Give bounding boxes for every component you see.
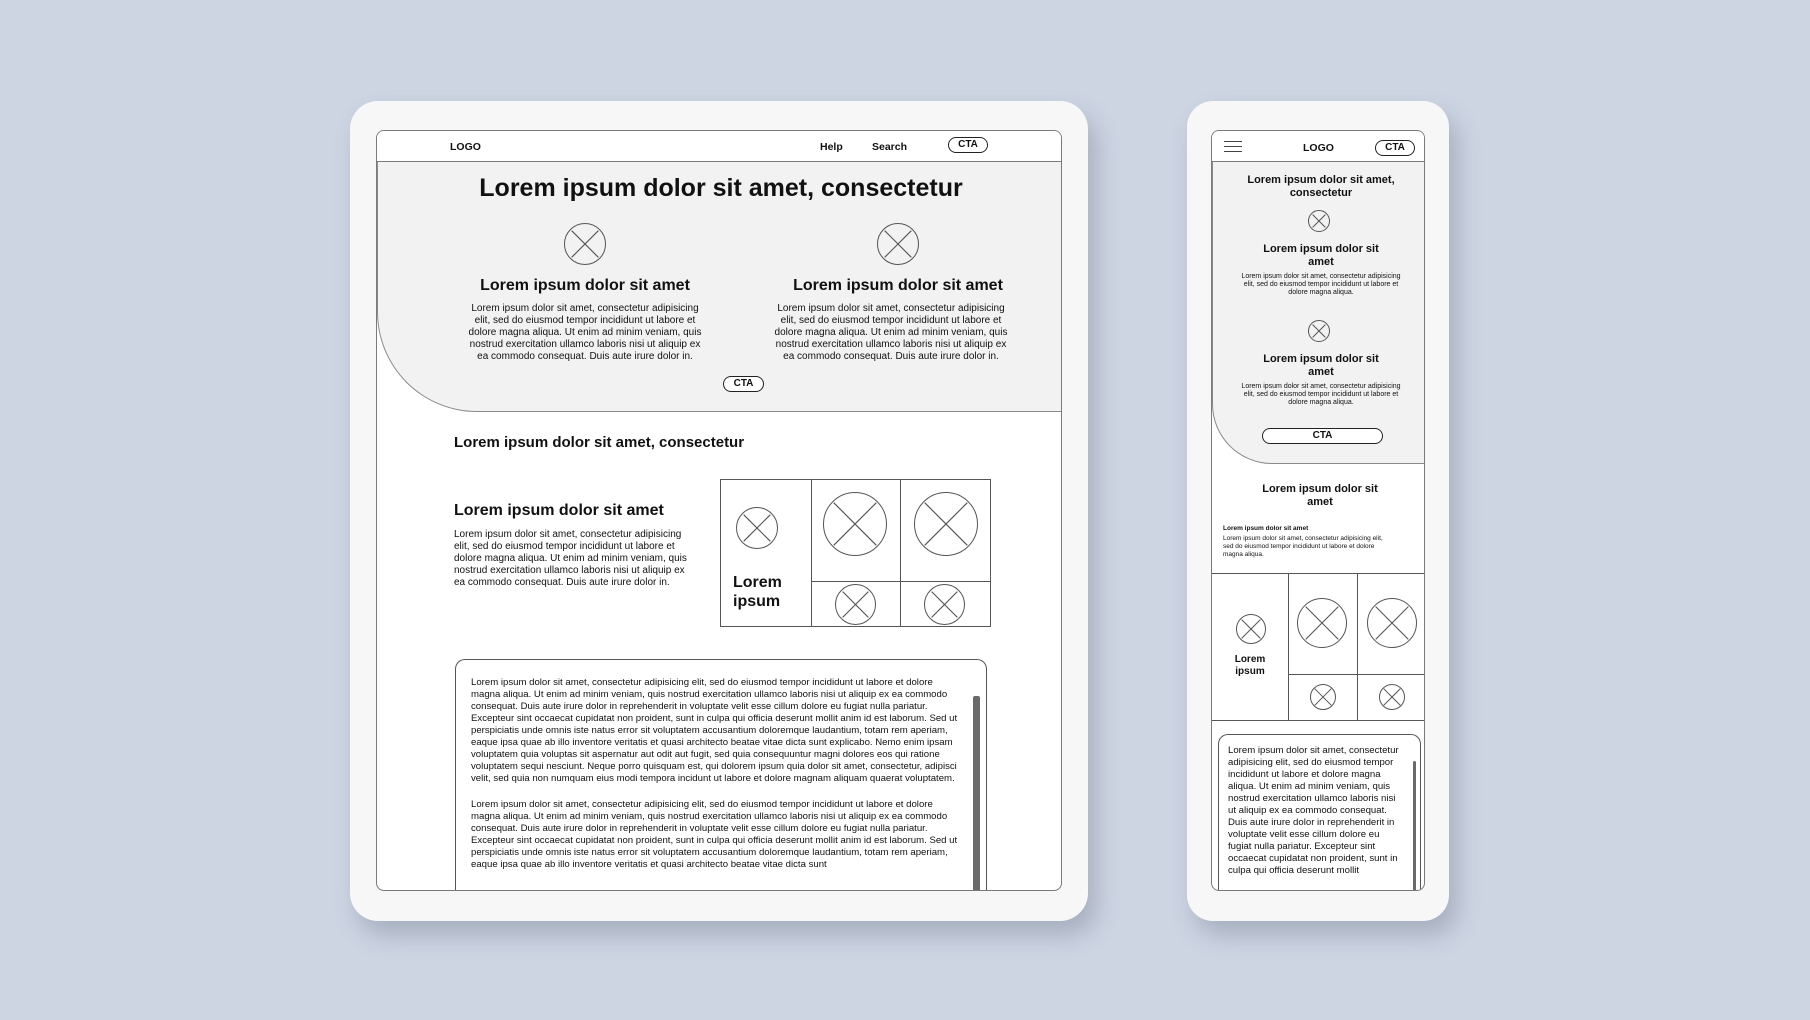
phone-hero-item1-body: Lorem ipsum dolor sit amet, consectetur adipisicing elit, sed do eiusmod tempor incididunt ut labore et dolore magna aliqua. [1241, 273, 1401, 296]
image-placeholder-icon [924, 584, 965, 625]
hero-col1-title: Lorem ipsum dolor sit amet [480, 277, 690, 294]
section-body: Lorem ipsum dolor sit amet, consectetur adipisicing elit, sed do eiusmod tempor incididunt ut labore et dolore magna aliqua. Ut enim ad minim veniam, quis nostrud exercitation ullamco laboris nisi ut aliquip ex ea commodo consequat. Duis aute irure dolor in. [454, 529, 687, 588]
image-placeholder-icon [823, 492, 887, 556]
scroll-card-paragraph: Lorem ipsum dolor sit amet, consectetur adipisicing elit, sed do eiusmod tempor incididunt ut labore et dolore magna aliqua. Ut enim ad minim veniam, quis nostrud exercitation ullamco laboris nisi ut aliquip ex ea commodo consequat. Duis aute irure dolor in reprehenderit in voluptate velit esse cillum dolore eu fugiat nulla pariatur. Excepteur sint occaecat cupidatat non proident, sunt in culpa qui officia deserunt mollit anim id est laborum. Sed ut perspiciatis unde omnis iste natus error sit voluptatem accusantium doloremque laudantium, totam rem aperiam, eaque ipsa quae ab illo inventore veritatis et quasi architecto beatae vitae dicta sunt [471, 799, 958, 870]
phone-device [1187, 101, 1449, 921]
phone-hero-item1-title: Lorem ipsum dolor sit amet [1263, 243, 1379, 268]
phone-grid-label: Lorem ipsum [1234, 654, 1266, 677]
image-placeholder-icon [835, 584, 876, 625]
scrollbar[interactable] [973, 696, 980, 891]
image-placeholder-icon [1310, 684, 1336, 710]
scroll-card-paragraph: Lorem ipsum dolor sit amet, consectetur adipisicing elit, sed do eiusmod tempor incididunt ut labore et dolore magna aliqua. Ut enim ad minim veniam, quis nostrud exercitation ullamco laboris nisi ut aliquip ex ea commodo consequat. Duis aute irure dolor in reprehenderit in voluptate velit esse cillum dolore eu fugiat nulla pariatur. Excepteur sint occaecat cupidatat non proident, sunt in culpa qui officia deserunt mollit anim id est laborum. Sed ut perspiciatis unde omnis iste natus error sit voluptatem accusantium doloremque laudantium, totam rem aperiam, eaque ipsa quae ab illo inventore veritatis et quasi architecto beatae vitae dicta sunt explicabo. Nemo enim ipsam voluptatem quia voluptas sit aspernatur aut odit aut fugit, sed quia consequuntur magni dolores eos qui ratione voluptatem sequi nesciunt. Neque porro quisquam est, qui dolorem ipsum quia dolor sit amet, consectetur, adipisci velit, sed quia non numquam eius modi tempora incidunt ut labore et dolore magnam aliquam quaerat voluptatem. [471, 677, 958, 784]
tablet-hero [377, 162, 1062, 412]
phone-hero [1212, 162, 1425, 464]
image-placeholder-icon [914, 492, 978, 556]
image-placeholder-icon [736, 507, 778, 549]
phone-scrollbar[interactable] [1413, 761, 1416, 891]
phone-screen [1211, 130, 1425, 891]
section-heading: Lorem ipsum dolor sit amet, consectetur [454, 434, 745, 451]
grid-label: Lorem ipsum [733, 574, 782, 610]
tablet-navbar [377, 131, 1062, 162]
nav-help-link[interactable]: Help [820, 141, 843, 153]
phone-hero-item2-body: Lorem ipsum dolor sit amet, consectetur adipisicing elit, sed do eiusmod tempor incididunt ut labore et dolore magna aliqua. [1241, 383, 1401, 406]
tablet-logo[interactable]: LOGO [450, 141, 481, 153]
image-placeholder-icon [1379, 684, 1405, 710]
phone-nav-cta-button[interactable]: CTA [1375, 140, 1415, 156]
image-placeholder-icon [1367, 598, 1417, 648]
tablet-hero-title: Lorem ipsum dolor sit amet, consectetur [479, 174, 963, 202]
hamburger-menu-icon[interactable] [1224, 141, 1242, 153]
tablet-nav-cta-button[interactable]: CTA [948, 137, 988, 153]
image-placeholder-icon [564, 223, 606, 265]
section-subheading: Lorem ipsum dolor sit amet [454, 502, 664, 519]
phone-navbar [1212, 131, 1425, 162]
image-placeholder-icon [1308, 320, 1330, 342]
image-grid [720, 479, 991, 627]
scrollable-text-card[interactable] [455, 659, 987, 891]
tablet-hero-cta-button[interactable]: CTA [723, 376, 764, 392]
tablet-device [350, 101, 1088, 921]
phone-hero-item2-title: Lorem ipsum dolor sit amet [1263, 353, 1379, 378]
image-placeholder-icon [1297, 598, 1347, 648]
phone-scrollable-text-card[interactable] [1218, 734, 1421, 891]
tablet-screen [376, 130, 1062, 891]
image-placeholder-icon [877, 223, 919, 265]
hero-col1-body: Lorem ipsum dolor sit amet, consectetur adipisicing elit, sed do eiusmod tempor incididunt ut labore et dolore magna aliqua. Ut enim ad minim veniam, quis nostrud exercitation ullamco laboris nisi ut aliquip ex ea commodo consequat. Duis aute irure dolor in. [468, 303, 702, 362]
hero-col2-body: Lorem ipsum dolor sit amet, consectetur adipisicing elit, sed do eiusmod tempor incididunt ut labore et dolore magna aliqua. Ut enim ad minim veniam, quis nostrud exercitation ullamco laboris nisi ut aliquip ex ea commodo consequat. Duis aute irure dolor in. [774, 303, 1008, 362]
image-placeholder-icon [1236, 614, 1266, 644]
phone-logo[interactable]: LOGO [1303, 142, 1334, 154]
phone-hero-title: Lorem ipsum dolor sit amet, consectetur [1247, 174, 1395, 199]
image-placeholder-icon [1308, 210, 1330, 232]
phone-section-body: Lorem ipsum dolor sit amet, consectetur adipisicing elit, sed do eiusmod tempor incididunt ut labore et dolore magna aliqua. [1223, 535, 1383, 558]
phone-image-grid [1212, 573, 1425, 721]
phone-scroll-card-text: Lorem ipsum dolor sit amet, consectetur adipisicing elit, sed do eiusmod tempor incididunt ut labore et dolore magna aliqua. Ut enim ad minim veniam, quis nostrud exercitation ullamco laboris nisi ut aliquip ex ea commodo consequat. Duis aute irure dolor in reprehenderit in voluptate velit esse cillum dolore eu fugiat nulla pariatur. Excepteur sint occaecat cupidatat non proident, sunt in culpa qui officia deserunt mollit [1228, 745, 1399, 876]
phone-section-subheading: Lorem ipsum dolor sit amet [1223, 525, 1309, 532]
hero-col2-title: Lorem ipsum dolor sit amet [793, 277, 1003, 294]
phone-hero-cta-button[interactable]: CTA [1262, 428, 1383, 444]
nav-search-link[interactable]: Search [872, 141, 908, 153]
phone-section-title: Lorem ipsum dolor sit amet [1262, 483, 1378, 508]
